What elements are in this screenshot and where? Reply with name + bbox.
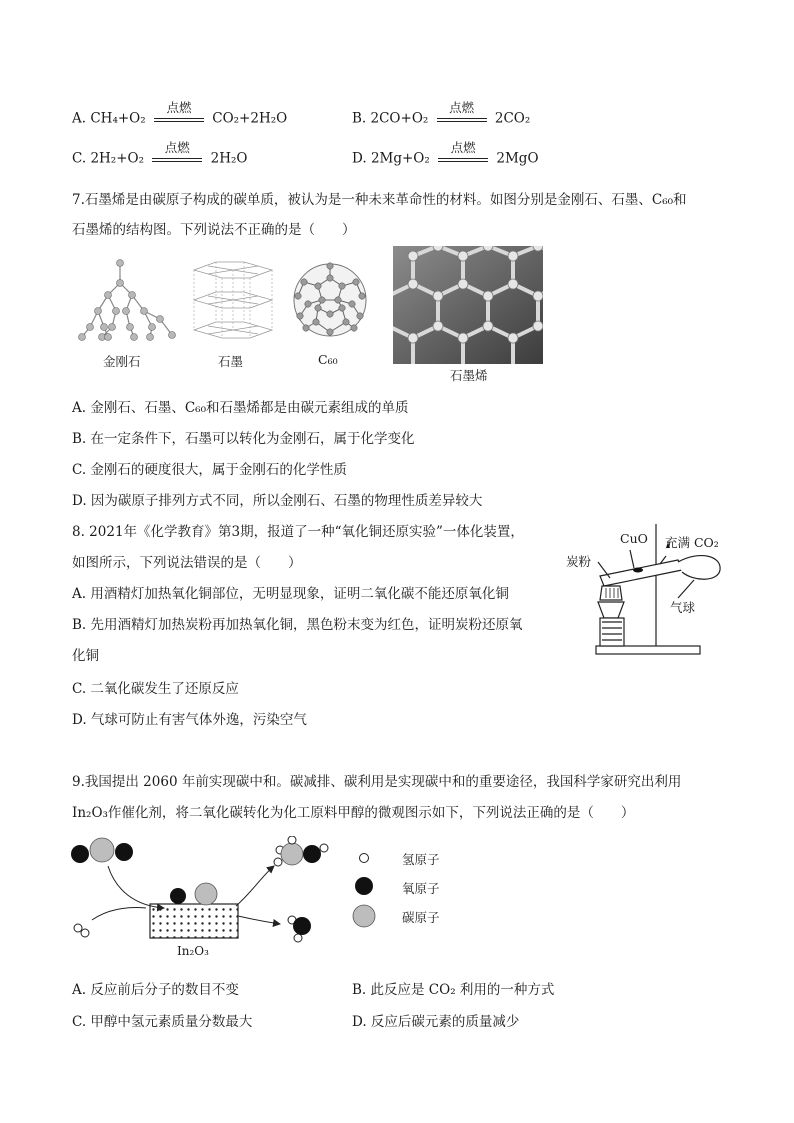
- q9-option-c: C. 甲醇中氢元素质量分数最大: [72, 1014, 253, 1030]
- q7-option-b: B. 在一定条件下，石墨可以转化为金刚石，属于化学变化: [72, 431, 415, 447]
- catalyst-label: In₂O₃: [177, 944, 209, 958]
- q8-stem-line1: 8. 2021年《化学教育》第3期，报道了一种“氧化铜还原实验”一体化装置，: [72, 524, 524, 540]
- q8-option-b-cont: 化铜: [72, 648, 99, 664]
- graphite-structure-figure: [186, 258, 282, 346]
- methanol-synthesis-diagram: [66, 836, 346, 956]
- caption-graphene: 石墨烯: [450, 368, 488, 383]
- reaction-condition-marker: 点燃: [154, 110, 204, 128]
- q6-option-b: B. 2CO+O₂ 点燃 2CO₂: [352, 100, 531, 127]
- reaction-condition-marker: 点燃: [438, 150, 488, 168]
- graphene-structure-figure: [393, 246, 543, 364]
- carbon-atom-icon: [353, 905, 375, 927]
- q9-stem-line2: In₂O₃作催化剂，将二氧化碳转化为化工原料甲醇的微观图示如下，下列说法正确的是（ ）: [72, 805, 635, 821]
- q7-stem-line1: 7.石墨烯是由碳原子构成的碳单质，被认为是一种未来革命性的材料。如图分别是金刚石、石墨、C₆₀和: [72, 192, 687, 208]
- q9-option-d: D. 反应后碳元素的质量减少: [352, 1014, 520, 1030]
- q9-stem-line1: 9.我国提出 2060 年前实现碳中和。碳减排、碳利用是实现碳中和的重要途径，我国科学家研究出利用: [72, 774, 682, 790]
- q8-option-b: B. 先用酒精灯加热炭粉再加热氧化铜，黑色粉末变为红色，证明炭粉还原氧: [72, 617, 523, 633]
- q9-option-a: A. 反应前后分子的数目不变: [72, 982, 239, 998]
- caption-graphite: 石墨: [218, 354, 244, 369]
- caption-c60: C₆₀: [318, 352, 338, 367]
- q7-option-c: C. 金刚石的硬度很大，属于金刚石的化学性质: [72, 462, 347, 478]
- q8-stem-line2: 如图所示，下列说法错误的是（ ）: [72, 555, 302, 571]
- q7-option-d: D. 因为碳原子排列方式不同，所以金刚石、石墨的物理性质差异较大: [72, 493, 483, 509]
- legend-hydrogen: 氢原子: [402, 852, 440, 867]
- q8-option-d: D. 气球可防止有害气体外逸，污染空气: [72, 712, 307, 728]
- q6-option-d: D. 2Mg+O₂ 点燃 2MgO: [352, 140, 539, 167]
- reaction-condition-marker: 点燃: [152, 150, 202, 168]
- q6-option-a: A. CH₄+O₂ 点燃 CO₂+2H₂O: [72, 100, 288, 127]
- oxygen-atom-icon: [355, 877, 373, 895]
- reaction-condition-marker: 点燃: [437, 110, 487, 128]
- label-co2: 充满 CO₂: [665, 535, 719, 550]
- q7-stem-line2: 石墨烯的结构图。下列说法不正确的是（ ）: [72, 222, 356, 238]
- label-balloon: 气球: [670, 600, 696, 615]
- label-cuo: CuO: [620, 531, 648, 546]
- atom-legend-icons: [350, 848, 380, 928]
- hydrogen-atom-icon: [360, 854, 369, 863]
- q8-option-c: C. 二氧化碳发生了还原反应: [72, 681, 239, 697]
- q7-option-a: A. 金刚石、石墨、C₆₀和石墨烯都是由碳元素组成的单质: [72, 400, 409, 416]
- label-carbon-powder: 炭粉: [566, 554, 592, 569]
- legend-carbon: 碳原子: [402, 910, 440, 925]
- caption-diamond: 金刚石: [103, 354, 141, 369]
- legend-oxygen: 氧原子: [402, 881, 440, 896]
- q6-option-c: C. 2H₂+O₂ 点燃 2H₂O: [72, 140, 248, 167]
- diamond-structure-figure: [72, 255, 182, 345]
- q8-option-a: A. 用酒精灯加热氧化铜部位，无明显现象，证明二氧化碳不能还原氧化铜: [72, 586, 509, 602]
- q9-option-b: B. 此反应是 CO₂ 利用的一种方式: [352, 982, 555, 998]
- c60-structure-figure: [290, 258, 370, 342]
